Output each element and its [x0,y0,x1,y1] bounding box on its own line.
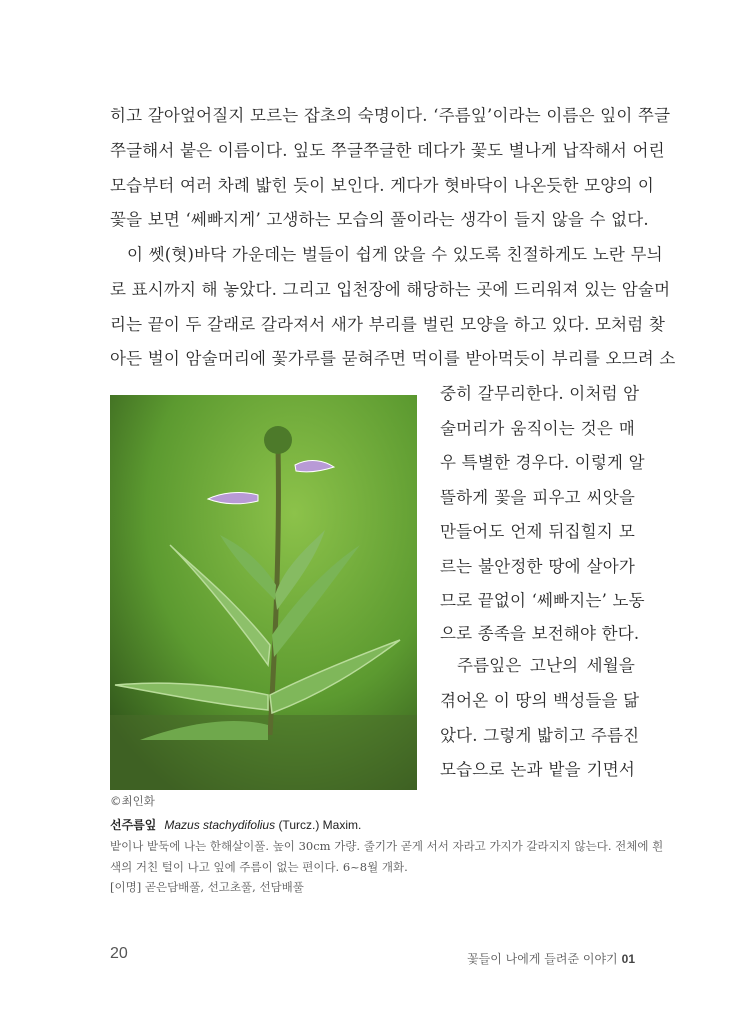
body-line: 꽃을 보면 ‘쎄빠지게’ 고생하는 모습의 풀이라는 생각이 들지 않을 수 없다. [110,210,649,229]
body-line: 겪어온 이 땅의 백성들을 닮 [440,691,640,710]
species-title [110,816,361,833]
species-author: (Turcz.) Maxim. [278,818,362,832]
body-line: 히고 갈아엎어질지 모르는 잡초의 숙명이다. ‘주름잎’이라는 이름은 잎이 쭈글 [110,106,671,125]
body-line: 아든 벌이 암술머리에 꽃가루를 묻혀주면 먹이를 받아먹듯이 부리를 오므려 소 [110,349,676,368]
page-number: 20 [110,945,128,962]
body-line: 리는 끝이 두 갈래로 갈라져서 새가 부리를 벌린 모양을 하고 있다. 모처럼 찾 [110,315,665,334]
mazus-plant-illustration [110,395,417,790]
body-line: 주름잎은 고난의 세월을 [457,656,635,675]
species-name-korean: 선주름잎 [110,818,157,832]
body-line: 으로 종족을 보전해야 한다. [440,624,640,643]
species-description-line: 색의 거친 털이 나고 잎에 주름이 없는 편이다. 6~8월 개화. [110,860,408,874]
plant-photo [110,395,417,790]
body-line: 모습부터 여러 차례 밟힌 듯이 보인다. 게다가 혓바닥이 나온듯한 모양의 이 [110,176,655,195]
photo-credit: ©최인화 [110,794,155,808]
species-scientific-name: Mazus stachydifolius [164,818,276,832]
body-line: 중히 갈무리한다. 이처럼 암 [440,384,640,403]
body-line: 쭈글해서 붙은 이름이다. 잎도 쭈글쭈글한 데다가 꽃도 별나게 납작해서 어린 [110,141,665,160]
body-line: 았다. 그렇게 밟히고 주름진 [440,726,640,745]
volume-number: 01 [621,952,635,966]
body-line: 모습으로 논과 밭을 기면서 [440,760,635,779]
body-line: 므로 끝없이 ‘쎄빠지는’ 노동 [440,591,645,610]
body-line: 로 표시까지 해 놓았다. 그리고 입천장에 해당하는 곳에 드리워져 있는 암술머 [110,280,671,299]
body-line: 술머리가 움직이는 것은 매 [440,419,635,438]
book-title: 꽃들이 나에게 들려준 이야기 [467,952,618,966]
running-footer [467,950,635,967]
body-line: 뜰하게 꽃을 피우고 씨앗을 [440,488,635,507]
species-description-line: 밭이나 밭둑에 나는 한해살이풀. 높이 30cm 가량. 줄기가 곧게 서서 자라고 가지가 갈라지지 않는다. 전체에 흰 [110,839,664,853]
body-line: 우 특별한 경우다. 이렇게 알 [440,453,645,472]
body-line: 만들어도 언제 뒤집힐지 모 [440,522,635,541]
body-line: 르는 불안정한 땅에 살아가 [440,557,635,576]
species-synonyms: [이명] 곧은담배풀, 선고초풀, 선담배풀 [110,880,304,894]
body-line: 이 쎗(혓)바닥 가운데는 벌들이 쉽게 앉을 수 있도록 친절하게도 노란 무늬 [127,245,663,264]
